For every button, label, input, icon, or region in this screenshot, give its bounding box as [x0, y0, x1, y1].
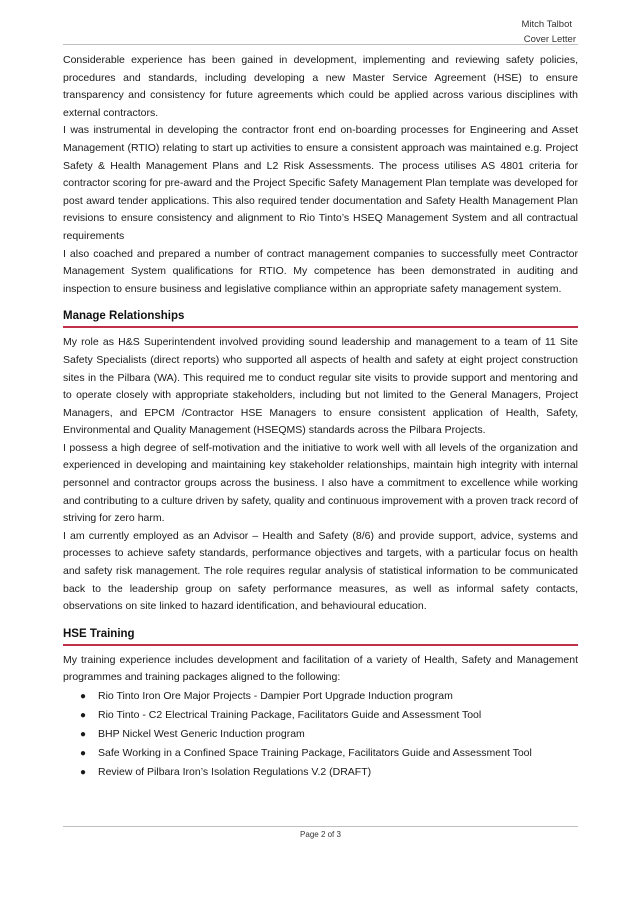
- relationships-paragraph-3: I am currently employed as an Advisor – Health and Safety (8/6) and provide support, advice, systems and processes to achieve safety standards, performance objectives and targets, with a particular focus on health and safety risk management. The role requires regular analysis of statistical information to be communicated back to the leadership group on safety performance measures, as well as informal safety contacts, observations on site linked to hazard identification, and behavioural education.: [63, 529, 578, 613]
- intro-paragraph-2: I was instrumental in developing the contractor front end on-boarding processes for Engineering and Asset Management (RTIO) relating to start up activities to ensure a consistent approach was maintained e.g. Project Safety & Health Management Plans and L2 Risk Assessments. The process utilises AS 4801 criteria for contractor scoring for pre-award and the Project Specific Safety Management Plan template was developed for post award tender applications. This also required tender documentation and Safety Health Management Plan revisions to ensure consistency and alignment to Rio Tinto’s HSEQ Management System and all contractual requirements: [63, 124, 578, 242]
- bullet-icon: ●: [80, 748, 87, 759]
- page-header: [376, 17, 576, 47]
- document-type: Cover Letter: [523, 34, 576, 45]
- page-number: Page 2 of 3: [300, 830, 341, 839]
- training-list: [63, 687, 578, 782]
- relationships-paragraph-2: I possess a high degree of self-motivation and the initiative to work well with all levels of the organization and experienced in developing and maintaining key stakeholder relationships, maintain high integrity with internal personnel and contractor groups across the business. I also have a commitment to excellence while working and contributing to a culture driven by safety, quality and continuous improvement with a proven track record of striving for zero harm.: [63, 441, 578, 525]
- list-item: ● Rio Tinto - C2 Electrical Training Package, Facilitators Guide and Assessment Tool: [98, 706, 578, 725]
- intro-paragraph-3: I also coached and prepared a number of contract management companies to successfully meet Contractor Management System qualifications for RTIO. My competence has been demonstrated in auditing and inspection to ensure business and legislative compliance within an appropriate safety management system.: [63, 247, 578, 295]
- bullet-icon: ●: [80, 691, 87, 702]
- list-item: ● Review of Pilbara Iron’s Isolation Regulations V.2 (DRAFT): [98, 763, 578, 782]
- bullet-icon: ●: [80, 767, 87, 778]
- page-body: [63, 52, 578, 782]
- list-item: ● Safe Working in a Confined Space Training Package, Facilitators Guide and Assessment Tool: [98, 744, 578, 763]
- section-heading-relationships: Manage Relationships: [63, 308, 578, 328]
- header-divider: [63, 44, 578, 45]
- list-item: ● BHP Nickel West Generic Induction program: [98, 725, 578, 744]
- relationships-paragraph-1: My role as H&S Superintendent involved providing sound leadership and management to a team of 11 Site Safety Specialists (direct reports) who supported all aspects of health and safety at eight project construction sites in the Pilbara (WA). This required me to conduct regular site visits to provide support and mentoring and to operate closely with appropriate stakeholders, including but not limited to the General Managers, Project Managers, and EPCM /Contractor HSE Managers to ensure consistent application of Health, Safety, Environmental and Quality Management (HSEQMS) standards across the Pilbara Projects.: [63, 336, 578, 437]
- bullet-icon: ●: [80, 729, 87, 740]
- footer-divider: [63, 826, 578, 827]
- intro-paragraph-1: Considerable experience has been gained in development, implementing and reviewing safety policies, procedures and standards, including developing a new Master Service Agreement (HSE) to ensure transparency and consistency for future agreements which could be applied across various disciplines with external contractors.: [63, 54, 578, 119]
- training-intro: My training experience includes development and facilitation of a variety of Health, Safety and Management programmes and training packages aligned to the following:: [63, 653, 578, 684]
- bullet-icon: ●: [80, 710, 87, 721]
- author-name: Mitch Talbot: [521, 19, 572, 30]
- section-heading-training: HSE Training: [63, 626, 578, 646]
- list-item: ● Rio Tinto Iron Ore Major Projects - Dampier Port Upgrade Induction program: [98, 687, 578, 706]
